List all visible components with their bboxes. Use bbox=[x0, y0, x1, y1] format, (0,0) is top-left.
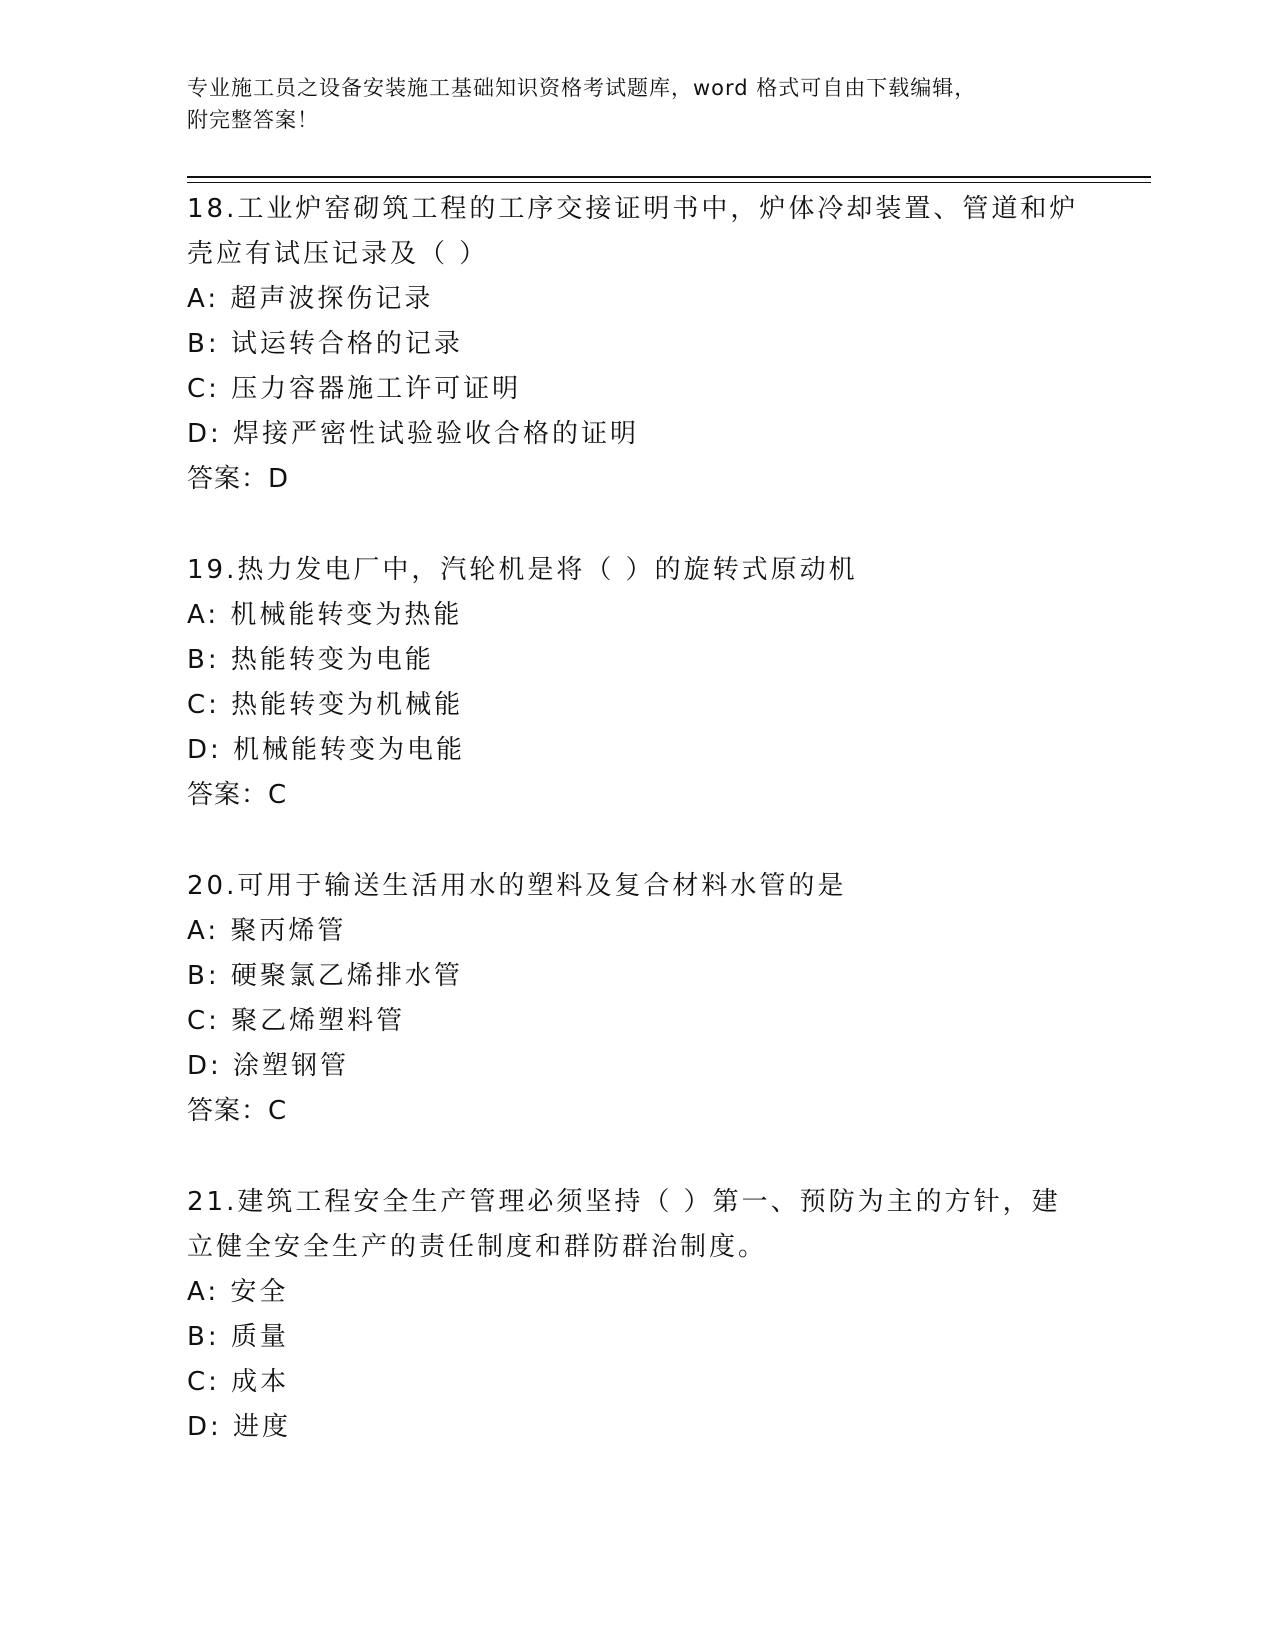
question-stem bbox=[187, 1180, 1087, 1270]
stem-line: 18.工业炉窑砌筑工程的工序交接证明书中，炉体冷却装置、管道和炉 bbox=[187, 194, 1079, 224]
question-stem bbox=[187, 187, 1087, 277]
option-d: D: 焊接严密性试验验收合格的证明 bbox=[187, 419, 640, 449]
answer-label: 答案：C bbox=[187, 780, 288, 810]
option-b: B: 试运转合格的记录 bbox=[187, 329, 463, 359]
question-stem bbox=[187, 864, 1087, 909]
option-d: D: 机械能转变为电能 bbox=[187, 735, 466, 765]
question-19 bbox=[187, 548, 1087, 818]
question-21 bbox=[187, 1180, 1087, 1450]
option-a: A: 超声波探伤记录 bbox=[187, 284, 434, 314]
stem-line: 20.可用于输送生活用水的塑料及复合材料水管的是 bbox=[187, 871, 847, 901]
header-line-2: 附完整答案！ bbox=[187, 108, 319, 132]
header-line-1: 专业施工员之设备安装施工基础知识资格考试题库，word 格式可自由下载编辑， bbox=[187, 76, 977, 100]
header-divider-thin bbox=[187, 182, 1151, 183]
option-d: D: 进度 bbox=[187, 1412, 292, 1442]
option-b: B: 质量 bbox=[187, 1322, 289, 1352]
document-header bbox=[187, 72, 1087, 136]
answer-label: 答案：D bbox=[187, 464, 290, 494]
stem-line: 立健全安全生产的责任制度和群防群治制度。 bbox=[187, 1232, 768, 1262]
option-b: B: 硬聚氯乙烯排水管 bbox=[187, 961, 463, 991]
option-a: A: 机械能转变为热能 bbox=[187, 600, 463, 630]
question-18 bbox=[187, 187, 1087, 502]
answer-label: 答案：C bbox=[187, 1096, 288, 1126]
option-a: A: 聚丙烯管 bbox=[187, 916, 347, 946]
stem-line: 19.热力发电厂中，汽轮机是将（ ）的旋转式原动机 bbox=[187, 555, 858, 585]
stem-line: 壳应有试压记录及（ ） bbox=[187, 239, 489, 269]
option-c: C: 聚乙烯塑料管 bbox=[187, 1006, 406, 1036]
option-b: B: 热能转变为电能 bbox=[187, 645, 434, 675]
question-list bbox=[187, 187, 1087, 1496]
option-c: C: 成本 bbox=[187, 1367, 290, 1397]
option-a: A: 安全 bbox=[187, 1277, 289, 1307]
question-stem bbox=[187, 548, 1087, 593]
stem-line: 21.建筑工程安全生产管理必须坚持（ ）第一、预防为主的方针，建 bbox=[187, 1187, 1061, 1217]
question-20 bbox=[187, 864, 1087, 1134]
option-c: C: 热能转变为机械能 bbox=[187, 690, 464, 720]
option-c: C: 压力容器施工许可证明 bbox=[187, 374, 522, 404]
header-divider-thick bbox=[187, 176, 1151, 178]
option-d: D: 涂塑钢管 bbox=[187, 1051, 350, 1081]
